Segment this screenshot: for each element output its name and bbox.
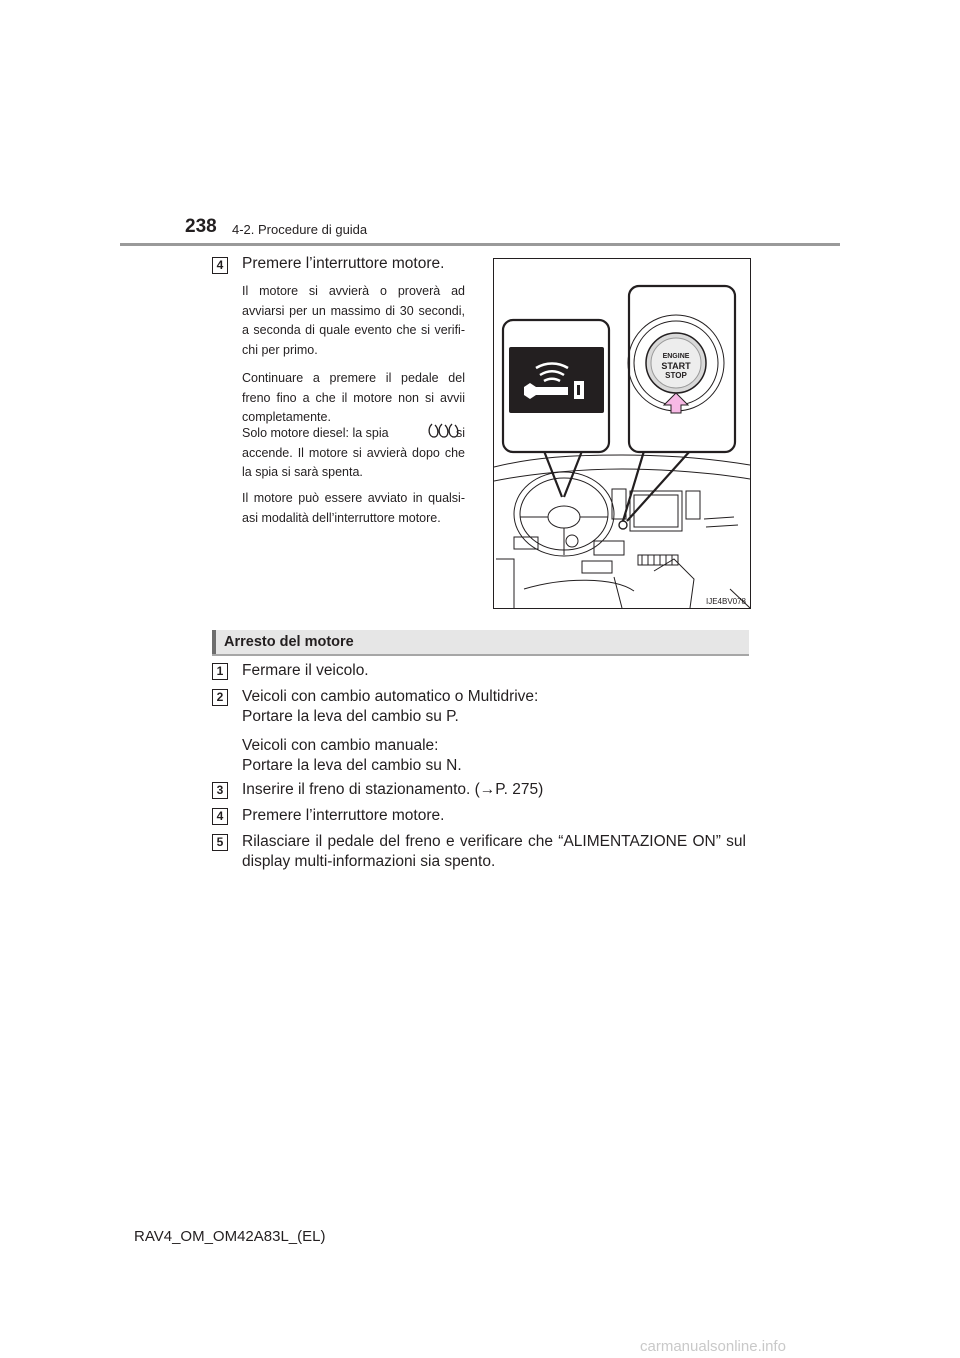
section-reference: 4-2. Procedure di guida [232,222,368,237]
note-paragraph-1 [242,282,465,360]
note-line: asi modalità dell’interruttore motore. [242,510,441,525]
step-text: Veicoli con cambio automatico o Multidrive: [242,688,539,705]
site-watermark[interactable]: carmanualsonline.info [640,1338,786,1355]
step-text: Rilasciare il pedale del freno e verificare che “ALIMENTAZIONE ON” sul [242,833,746,850]
note-line: avviarsi per un massimo di 30 secondi, [242,303,465,318]
button-label-start: START [661,361,691,371]
page-number: 238 [185,216,217,237]
step-title: Premere l’interruttore motore. [242,255,445,272]
note-line: Il motore si avvierà o proverà ad [242,284,465,298]
note-line: Continuare a premere il pedale del [242,371,465,385]
step-text: display multi-informazioni sia spento. [242,853,496,870]
step-number-box: 2 [212,689,228,706]
note-line: freno fino a che il motore non si avvii [242,390,465,405]
note-text: Solo motore diesel: la spia [242,426,389,440]
note-paragraph-3 [242,424,465,483]
note-line: chi per primo. [242,342,318,357]
button-label-engine: ENGINE [662,353,690,360]
note-line: completamente. [242,410,331,424]
section-header-bar [212,630,749,656]
dashboard-illustration [493,258,751,609]
note-line: accende. Il motore si avvierà dopo che [242,445,465,460]
note-text: si [455,426,465,440]
section-title: Arresto del motore [224,634,354,650]
step-number-box: 4 [212,808,228,825]
step-subtext: Veicoli con cambio manuale: [242,737,439,754]
section-bar-accent [212,630,216,654]
step-number-box: 5 [212,834,228,851]
step-number-box: 3 [212,782,228,799]
step-text: Premere l’interruttore motore. [242,807,445,824]
step-text: Inserire il freno di stazionamento. (→P. 275) [242,781,544,798]
dashboard-drawing [494,259,750,608]
button-label-stop: STOP [665,371,687,380]
header-rule [120,243,840,246]
note-line: Il motore può essere avviato in qualsi- [242,491,465,505]
document-code: RAV4_OM_OM42A83L_(EL) [134,1228,326,1245]
step-number-box: 4 [212,257,228,274]
step-number-box: 1 [212,663,228,680]
step-text: Fermare il veicolo. [242,662,369,679]
step-subtext: Portare la leva del cambio su N. [242,757,462,774]
step-text: Portare la leva del cambio su P. [242,708,459,725]
note-paragraph-4 [242,489,465,528]
note-line-with-icon [242,424,465,444]
note-line: a seconda di quale evento che si verifi- [242,323,465,337]
note-paragraph-2 [242,369,465,428]
note-line: la spia si sarà spenta. [242,465,363,479]
figure-code: IJE4BV078 [705,597,746,606]
